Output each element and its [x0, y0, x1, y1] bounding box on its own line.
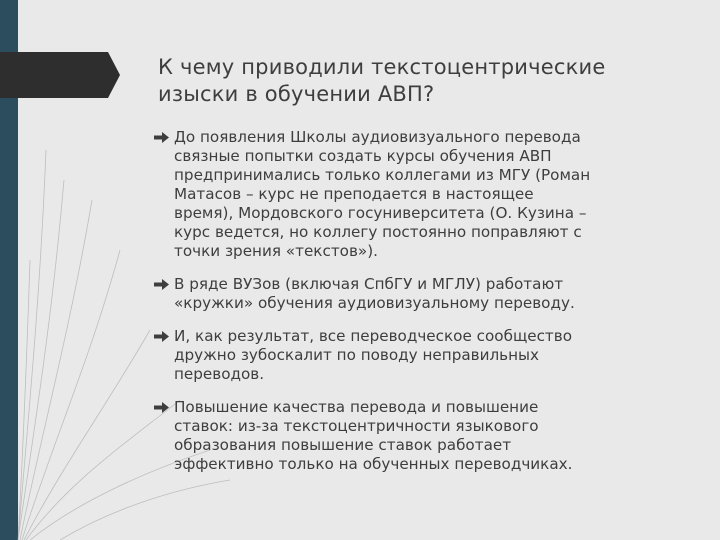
text-line: образования повышение ставок работает: [174, 436, 512, 454]
slide-title: [158, 54, 678, 108]
arrow-right-icon: [154, 331, 169, 342]
text-line: ставок: из-за текстоцентричности языкового: [174, 417, 539, 435]
text-line: курс ведется, но коллегу постоянно поправляют с: [174, 223, 582, 241]
bullet-text: [174, 128, 674, 261]
arrow-right-icon: [154, 279, 169, 290]
title-line: К чему приводили текстоцентрические: [158, 55, 606, 79]
text-line: Повышение качества перевода и повышение: [174, 398, 539, 416]
text-line: точки зрения «текстов»).: [174, 242, 378, 260]
arrow-right-icon: [154, 402, 169, 413]
bullet-item: [154, 128, 674, 261]
bullet-item: [154, 275, 674, 313]
text-line: время), Мордовского госуниверситета (О. Кузина –: [174, 204, 587, 222]
arrow-right-icon: [154, 132, 169, 143]
bullet-text: [174, 327, 674, 384]
text-line: В ряде ВУЗов (включая СпбГУ и МГЛУ) работают: [174, 275, 564, 293]
text-line: И, как результат, все переводческое сообщество: [174, 327, 573, 345]
title-marker: [0, 52, 108, 98]
text-line: эффективно только на обученных переводчиках.: [174, 455, 573, 473]
bullet-item: [154, 327, 674, 384]
text-line: До появления Школы аудиовизуального перевода: [174, 128, 581, 146]
bullet-list: [154, 128, 674, 488]
text-line: Матасов – курс не преподается в настоящее: [174, 185, 534, 203]
text-line: переводов.: [174, 365, 265, 383]
bullet-item: [154, 398, 674, 474]
bullet-text: [174, 275, 674, 313]
text-line: связные попытки создать курсы обучения АВП: [174, 147, 552, 165]
text-line: предпринимались только коллегами из МГУ (Роман: [174, 166, 591, 184]
text-line: «кружки» обучения аудиовизуальному переводу.: [174, 294, 575, 312]
bullet-text: [174, 398, 674, 474]
title-line: изыски в обучении АВП?: [158, 82, 435, 106]
text-line: дружно зубоскалит по поводу неправильных: [174, 346, 540, 364]
